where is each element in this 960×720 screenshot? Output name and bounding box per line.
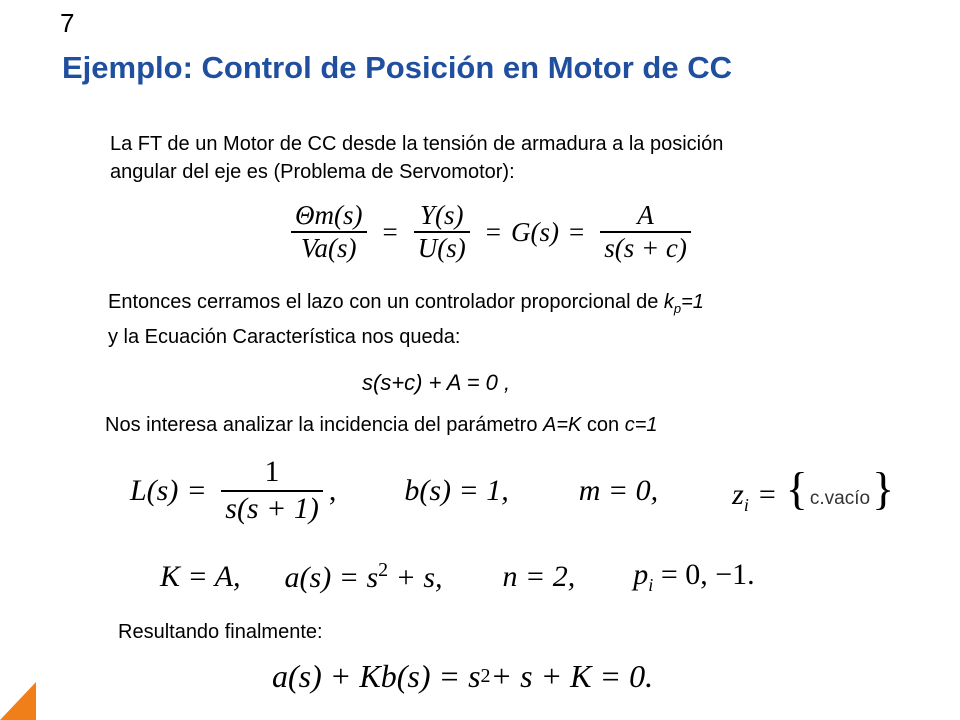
fraction-denominator: s(s + c) (604, 233, 687, 264)
intro-line-2: angular del eje es (Problema de Servomotor): (110, 161, 515, 183)
fraction-numerator: Θm(s) (295, 200, 363, 230)
result-label: Resultando finalmente: (118, 621, 323, 643)
fraction-denominator: s(s + 1) (225, 491, 319, 525)
equals-sign: = (485, 216, 501, 247)
final-equation: a(s) + Kb(s) = s 2 + s + K = 0. (272, 658, 654, 694)
intro-paragraph (110, 130, 723, 186)
empty-set-label: c.vacío (809, 487, 871, 509)
a-of-s: $a(s) = s^2 + s$, (284, 559, 443, 594)
interest-paragraph: Nos interesa analizar la incidencia del parámetro A=K con c=1 (105, 414, 658, 436)
n-value: n = 2, (502, 560, 576, 593)
fraction-a-over-s (600, 200, 691, 264)
closing-line-1: Entonces cerramos el lazo con un controlador proporcional de $k_p=1$ (108, 291, 704, 316)
corner-accent-triangle (0, 682, 36, 720)
slide-number: 7 (60, 8, 75, 38)
fraction-denominator: Va(s) (301, 233, 357, 264)
equals-sign: = (188, 473, 206, 507)
equals-sign: = (382, 216, 398, 247)
g-of-s: G(s) (510, 216, 559, 247)
poles-set: $p_i = 0$, −1. (633, 558, 755, 595)
m-value: m = 0, (578, 473, 659, 507)
characteristic-equation: s(s+c) + A = 0 , (362, 370, 511, 395)
fraction-numerator: Y(s) (419, 200, 464, 230)
equals-sign: = (568, 216, 585, 247)
fraction-y-over-u (414, 200, 470, 264)
loop-definition-row: L(s) = $\frac{1}{s(s + 1)}$ , b(s) = 1, m = 0, $z_i$ = { c.vacío} (130, 455, 895, 525)
slide-title: Ejemplo: Control de Posición en Motor de CC (62, 50, 732, 85)
fraction-theta-over-va (291, 200, 367, 264)
fraction-denominator: U(s) (417, 233, 466, 264)
fraction-loop (221, 455, 323, 526)
closing-paragraph (108, 288, 704, 351)
intro-line-1: La FT de un Motor de CC desde la tensión de armadura a la posición (110, 133, 724, 155)
parameters-row (160, 558, 755, 596)
fraction-numerator: A (637, 200, 654, 230)
closing-line-2: y la Ecuación Característica nos queda: (108, 326, 461, 348)
b-of-s: b(s) = 1, (404, 473, 509, 507)
zeros-set: $z_i$ = { c.vacío} (732, 462, 895, 515)
transfer-function-equation (285, 200, 697, 264)
k-definition: K = A, (160, 560, 241, 593)
fraction-numerator: 1 (264, 455, 280, 488)
l-of-s: L(s) (130, 473, 179, 507)
